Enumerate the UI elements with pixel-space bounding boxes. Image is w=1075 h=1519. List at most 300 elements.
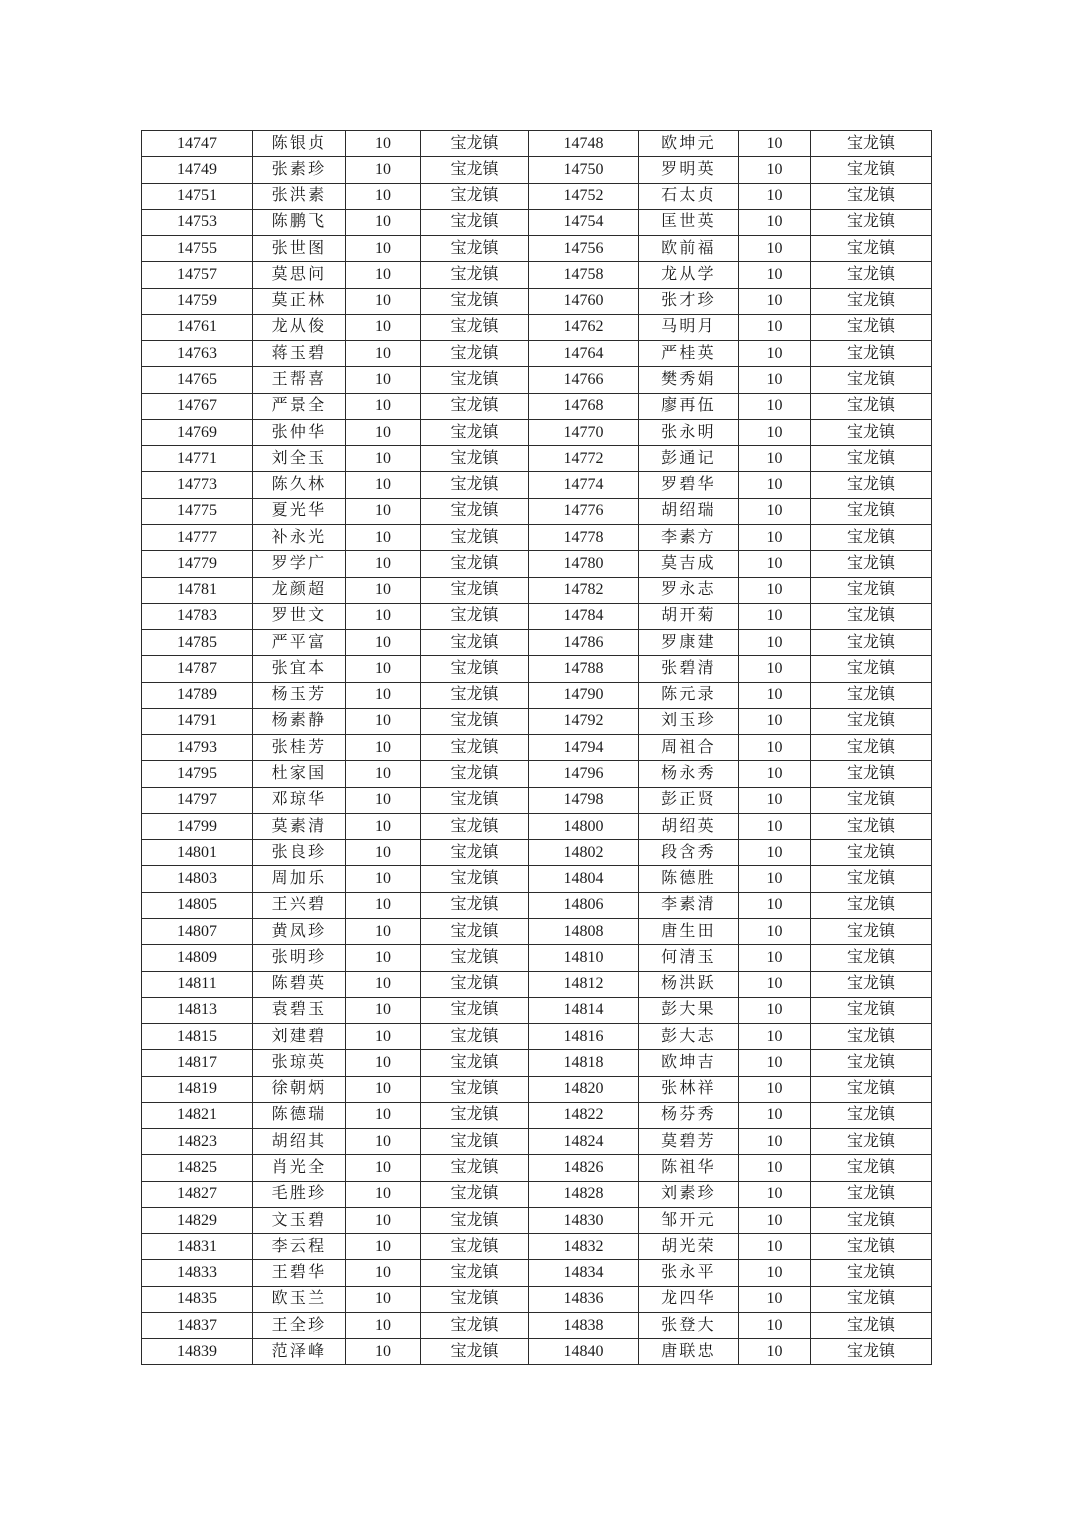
town-cell: 宝龙镇 [421,1286,529,1312]
person-name-cell: 刘建碧 [253,1024,346,1050]
amount-cell: 10 [739,656,811,682]
town-cell: 宝龙镇 [811,236,932,262]
person-name-cell: 罗碧华 [639,472,739,498]
amount-cell: 10 [346,183,421,209]
town-cell: 宝龙镇 [811,498,932,524]
person-id-cell: 14811 [142,971,253,997]
person-id-cell: 14778 [529,524,639,550]
town-cell: 宝龙镇 [421,813,529,839]
person-name-cell: 张明珍 [253,945,346,971]
amount-cell: 10 [739,472,811,498]
town-cell: 宝龙镇 [421,1312,529,1338]
person-id-cell: 14821 [142,1102,253,1128]
table-row [142,866,932,892]
amount-cell: 10 [346,288,421,314]
town-cell: 宝龙镇 [811,918,932,944]
amount-cell: 10 [739,630,811,656]
town-cell: 宝龙镇 [421,1050,529,1076]
person-id-cell: 14781 [142,577,253,603]
person-name-cell: 严景全 [253,393,346,419]
person-id-cell: 14787 [142,656,253,682]
town-cell: 宝龙镇 [811,682,932,708]
person-name-cell: 刘玉珍 [639,708,739,734]
person-id-cell: 14760 [529,288,639,314]
amount-cell: 10 [739,1024,811,1050]
person-name-cell: 彭大志 [639,1024,739,1050]
town-cell: 宝龙镇 [811,157,932,183]
town-cell: 宝龙镇 [421,1181,529,1207]
amount-cell: 10 [346,761,421,787]
table-row [142,472,932,498]
town-cell: 宝龙镇 [811,840,932,866]
person-name-cell: 石太贞 [639,183,739,209]
town-cell: 宝龙镇 [811,393,932,419]
amount-cell: 10 [346,1024,421,1050]
person-name-cell: 杜家国 [253,761,346,787]
person-name-cell: 王帮喜 [253,367,346,393]
table-row [142,157,932,183]
person-id-cell: 14748 [529,131,639,157]
amount-cell: 10 [739,1260,811,1286]
person-name-cell: 陈碧英 [253,971,346,997]
table-row [142,1207,932,1233]
amount-cell: 10 [346,524,421,550]
person-name-cell: 文玉碧 [253,1207,346,1233]
table-row [142,1129,932,1155]
town-cell: 宝龙镇 [811,314,932,340]
person-id-cell: 14766 [529,367,639,393]
amount-cell: 10 [739,183,811,209]
person-id-cell: 14774 [529,472,639,498]
amount-cell: 10 [346,1050,421,1076]
person-name-cell: 龙四华 [639,1286,739,1312]
town-cell: 宝龙镇 [811,577,932,603]
town-cell: 宝龙镇 [811,1155,932,1181]
table-row [142,1076,932,1102]
person-id-cell: 14830 [529,1207,639,1233]
person-name-cell: 罗世文 [253,603,346,629]
town-cell: 宝龙镇 [421,314,529,340]
amount-cell: 10 [739,1207,811,1233]
person-name-cell: 陈祖华 [639,1155,739,1181]
table-row [142,708,932,734]
table-row [142,262,932,288]
amount-cell: 10 [739,945,811,971]
amount-cell: 10 [346,419,421,445]
person-id-cell: 14795 [142,761,253,787]
amount-cell: 10 [739,1181,811,1207]
table-row [142,813,932,839]
amount-cell: 10 [739,577,811,603]
town-cell: 宝龙镇 [811,288,932,314]
town-cell: 宝龙镇 [811,708,932,734]
person-id-cell: 14796 [529,761,639,787]
table-row [142,367,932,393]
town-cell: 宝龙镇 [421,997,529,1023]
person-id-cell: 14753 [142,209,253,235]
person-id-cell: 14824 [529,1129,639,1155]
table-row [142,997,932,1023]
person-id-cell: 14806 [529,892,639,918]
person-name-cell: 邹开元 [639,1207,739,1233]
person-id-cell: 14835 [142,1286,253,1312]
person-name-cell: 张桂芳 [253,735,346,761]
table-row [142,183,932,209]
person-name-cell: 王兴碧 [253,892,346,918]
table-row [142,131,932,157]
person-name-cell: 严平富 [253,630,346,656]
person-id-cell: 14801 [142,840,253,866]
person-name-cell: 罗学广 [253,551,346,577]
town-cell: 宝龙镇 [421,1155,529,1181]
amount-cell: 10 [346,577,421,603]
person-id-cell: 14838 [529,1312,639,1338]
amount-cell: 10 [346,918,421,944]
amount-cell: 10 [346,735,421,761]
amount-cell: 10 [739,341,811,367]
person-name-cell: 王全珍 [253,1312,346,1338]
amount-cell: 10 [739,866,811,892]
amount-cell: 10 [739,236,811,262]
table-row [142,1155,932,1181]
town-cell: 宝龙镇 [421,971,529,997]
person-id-cell: 14769 [142,419,253,445]
person-id-cell: 14812 [529,971,639,997]
person-id-cell: 14834 [529,1260,639,1286]
amount-cell: 10 [346,813,421,839]
table-row [142,603,932,629]
person-id-cell: 14826 [529,1155,639,1181]
amount-cell: 10 [346,1102,421,1128]
person-id-cell: 14757 [142,262,253,288]
amount-cell: 10 [739,419,811,445]
person-name-cell: 龙从学 [639,262,739,288]
town-cell: 宝龙镇 [811,656,932,682]
person-name-cell: 刘全玉 [253,446,346,472]
table-row [142,446,932,472]
amount-cell: 10 [739,603,811,629]
person-name-cell: 王碧华 [253,1260,346,1286]
person-name-cell: 陈鹏飞 [253,209,346,235]
person-name-cell: 周加乐 [253,866,346,892]
person-id-cell: 14758 [529,262,639,288]
person-id-cell: 14789 [142,682,253,708]
person-name-cell: 陈久林 [253,472,346,498]
amount-cell: 10 [739,551,811,577]
town-cell: 宝龙镇 [811,971,932,997]
amount-cell: 10 [739,209,811,235]
town-cell: 宝龙镇 [421,1024,529,1050]
person-name-cell: 陈德瑞 [253,1102,346,1128]
town-cell: 宝龙镇 [811,1286,932,1312]
town-cell: 宝龙镇 [421,708,529,734]
person-name-cell: 欧坤元 [639,131,739,157]
person-id-cell: 14786 [529,630,639,656]
amount-cell: 10 [346,446,421,472]
amount-cell: 10 [739,367,811,393]
person-name-cell: 补永光 [253,524,346,550]
town-cell: 宝龙镇 [811,866,932,892]
table-row [142,735,932,761]
town-cell: 宝龙镇 [421,367,529,393]
amount-cell: 10 [346,603,421,629]
person-id-cell: 14840 [529,1339,639,1365]
town-cell: 宝龙镇 [421,1260,529,1286]
person-id-cell: 14833 [142,1260,253,1286]
amount-cell: 10 [739,840,811,866]
person-name-cell: 胡绍英 [639,813,739,839]
amount-cell: 10 [346,1076,421,1102]
town-cell: 宝龙镇 [421,840,529,866]
town-cell: 宝龙镇 [421,209,529,235]
person-id-cell: 14755 [142,236,253,262]
amount-cell: 10 [739,735,811,761]
town-cell: 宝龙镇 [421,1234,529,1260]
amount-cell: 10 [346,866,421,892]
town-cell: 宝龙镇 [421,419,529,445]
person-id-cell: 14813 [142,997,253,1023]
person-id-cell: 14762 [529,314,639,340]
town-cell: 宝龙镇 [811,341,932,367]
person-name-cell: 张良珍 [253,840,346,866]
table-row [142,236,932,262]
amount-cell: 10 [739,1076,811,1102]
person-id-cell: 14767 [142,393,253,419]
town-cell: 宝龙镇 [811,892,932,918]
person-id-cell: 14827 [142,1181,253,1207]
person-id-cell: 14773 [142,472,253,498]
person-id-cell: 14823 [142,1129,253,1155]
amount-cell: 10 [739,682,811,708]
person-name-cell: 张碧清 [639,656,739,682]
person-id-cell: 14818 [529,1050,639,1076]
town-cell: 宝龙镇 [421,787,529,813]
table-row [142,314,932,340]
town-cell: 宝龙镇 [811,787,932,813]
amount-cell: 10 [739,498,811,524]
table-row [142,630,932,656]
person-name-cell: 李素清 [639,892,739,918]
town-cell: 宝龙镇 [421,656,529,682]
person-id-cell: 14783 [142,603,253,629]
town-cell: 宝龙镇 [811,735,932,761]
town-cell: 宝龙镇 [811,209,932,235]
table-row [142,1339,932,1365]
person-id-cell: 14751 [142,183,253,209]
table-row [142,1260,932,1286]
amount-cell: 10 [346,1312,421,1338]
amount-cell: 10 [346,1339,421,1365]
person-id-cell: 14804 [529,866,639,892]
amount-cell: 10 [346,498,421,524]
table-row [142,1181,932,1207]
amount-cell: 10 [739,262,811,288]
person-id-cell: 14819 [142,1076,253,1102]
person-id-cell: 14761 [142,314,253,340]
person-name-cell: 樊秀娟 [639,367,739,393]
person-id-cell: 14808 [529,918,639,944]
person-id-cell: 14788 [529,656,639,682]
person-name-cell: 刘素珍 [639,1181,739,1207]
person-id-cell: 14754 [529,209,639,235]
person-name-cell: 罗明英 [639,157,739,183]
town-cell: 宝龙镇 [811,1207,932,1233]
person-name-cell: 陈元录 [639,682,739,708]
person-id-cell: 14792 [529,708,639,734]
table-row [142,761,932,787]
person-id-cell: 14836 [529,1286,639,1312]
town-cell: 宝龙镇 [421,1207,529,1233]
town-cell: 宝龙镇 [421,1129,529,1155]
person-id-cell: 14776 [529,498,639,524]
person-name-cell: 张林祥 [639,1076,739,1102]
person-name-cell: 张永平 [639,1260,739,1286]
person-name-cell: 何清玉 [639,945,739,971]
amount-cell: 10 [739,1286,811,1312]
person-id-cell: 14825 [142,1155,253,1181]
amount-cell: 10 [739,813,811,839]
person-id-cell: 14759 [142,288,253,314]
town-cell: 宝龙镇 [421,603,529,629]
table-row [142,945,932,971]
person-name-cell: 蒋玉碧 [253,341,346,367]
amount-cell: 10 [346,131,421,157]
person-id-cell: 14822 [529,1102,639,1128]
person-id-cell: 14756 [529,236,639,262]
amount-cell: 10 [346,551,421,577]
town-cell: 宝龙镇 [421,183,529,209]
amount-cell: 10 [346,1260,421,1286]
person-name-cell: 廖再伍 [639,393,739,419]
person-id-cell: 14797 [142,787,253,813]
person-id-cell: 14791 [142,708,253,734]
person-name-cell: 杨洪跃 [639,971,739,997]
town-cell: 宝龙镇 [421,498,529,524]
amount-cell: 10 [346,945,421,971]
amount-cell: 10 [346,971,421,997]
amount-cell: 10 [739,1102,811,1128]
person-id-cell: 14777 [142,524,253,550]
person-name-cell: 彭正贤 [639,787,739,813]
town-cell: 宝龙镇 [421,524,529,550]
person-name-cell: 范泽峰 [253,1339,346,1365]
town-cell: 宝龙镇 [421,341,529,367]
person-id-cell: 14768 [529,393,639,419]
amount-cell: 10 [346,262,421,288]
person-name-cell: 毛胜珍 [253,1181,346,1207]
town-cell: 宝龙镇 [811,945,932,971]
person-name-cell: 陈银贞 [253,131,346,157]
table-row [142,1234,932,1260]
table-row [142,1286,932,1312]
person-name-cell: 莫思问 [253,262,346,288]
amount-cell: 10 [739,393,811,419]
person-id-cell: 14831 [142,1234,253,1260]
person-id-cell: 14764 [529,341,639,367]
amount-cell: 10 [346,393,421,419]
town-cell: 宝龙镇 [811,262,932,288]
person-name-cell: 欧坤吉 [639,1050,739,1076]
amount-cell: 10 [739,314,811,340]
table-row [142,682,932,708]
amount-cell: 10 [346,1129,421,1155]
amount-cell: 10 [346,787,421,813]
person-name-cell: 胡光荣 [639,1234,739,1260]
person-name-cell: 莫正林 [253,288,346,314]
amount-cell: 10 [739,997,811,1023]
person-name-cell: 徐朝炳 [253,1076,346,1102]
person-id-cell: 14809 [142,945,253,971]
table-row [142,209,932,235]
table-row [142,341,932,367]
person-name-cell: 唐生田 [639,918,739,944]
town-cell: 宝龙镇 [421,866,529,892]
town-cell: 宝龙镇 [811,1234,932,1260]
town-cell: 宝龙镇 [811,1312,932,1338]
town-cell: 宝龙镇 [811,131,932,157]
person-name-cell: 彭大果 [639,997,739,1023]
town-cell: 宝龙镇 [811,551,932,577]
person-id-cell: 14749 [142,157,253,183]
table-row [142,393,932,419]
town-cell: 宝龙镇 [421,1339,529,1365]
person-id-cell: 14747 [142,131,253,157]
person-id-cell: 14816 [529,1024,639,1050]
table-row [142,787,932,813]
town-cell: 宝龙镇 [421,446,529,472]
person-id-cell: 14779 [142,551,253,577]
amount-cell: 10 [739,446,811,472]
table-row [142,288,932,314]
person-name-cell: 莫吉成 [639,551,739,577]
person-name-cell: 莫碧芳 [639,1129,739,1155]
town-cell: 宝龙镇 [811,1024,932,1050]
person-name-cell: 邓琼华 [253,787,346,813]
town-cell: 宝龙镇 [811,524,932,550]
table-row [142,1312,932,1338]
person-id-cell: 14839 [142,1339,253,1365]
amount-cell: 10 [346,1155,421,1181]
amount-cell: 10 [739,1155,811,1181]
person-name-cell: 彭通记 [639,446,739,472]
person-name-cell: 李云程 [253,1234,346,1260]
town-cell: 宝龙镇 [421,1102,529,1128]
table-row [142,971,932,997]
person-name-cell: 张登大 [639,1312,739,1338]
person-id-cell: 14803 [142,866,253,892]
person-name-cell: 杨素静 [253,708,346,734]
person-name-cell: 张宜本 [253,656,346,682]
town-cell: 宝龙镇 [811,1181,932,1207]
person-id-cell: 14810 [529,945,639,971]
amount-cell: 10 [739,1312,811,1338]
table-row [142,1024,932,1050]
roster-table [141,130,932,1365]
amount-cell: 10 [739,1339,811,1365]
town-cell: 宝龙镇 [811,1102,932,1128]
town-cell: 宝龙镇 [421,945,529,971]
person-id-cell: 14772 [529,446,639,472]
amount-cell: 10 [346,1207,421,1233]
amount-cell: 10 [346,472,421,498]
person-id-cell: 14832 [529,1234,639,1260]
table-row [142,419,932,445]
town-cell: 宝龙镇 [421,761,529,787]
person-name-cell: 张才珍 [639,288,739,314]
town-cell: 宝龙镇 [421,630,529,656]
amount-cell: 10 [739,288,811,314]
town-cell: 宝龙镇 [811,813,932,839]
